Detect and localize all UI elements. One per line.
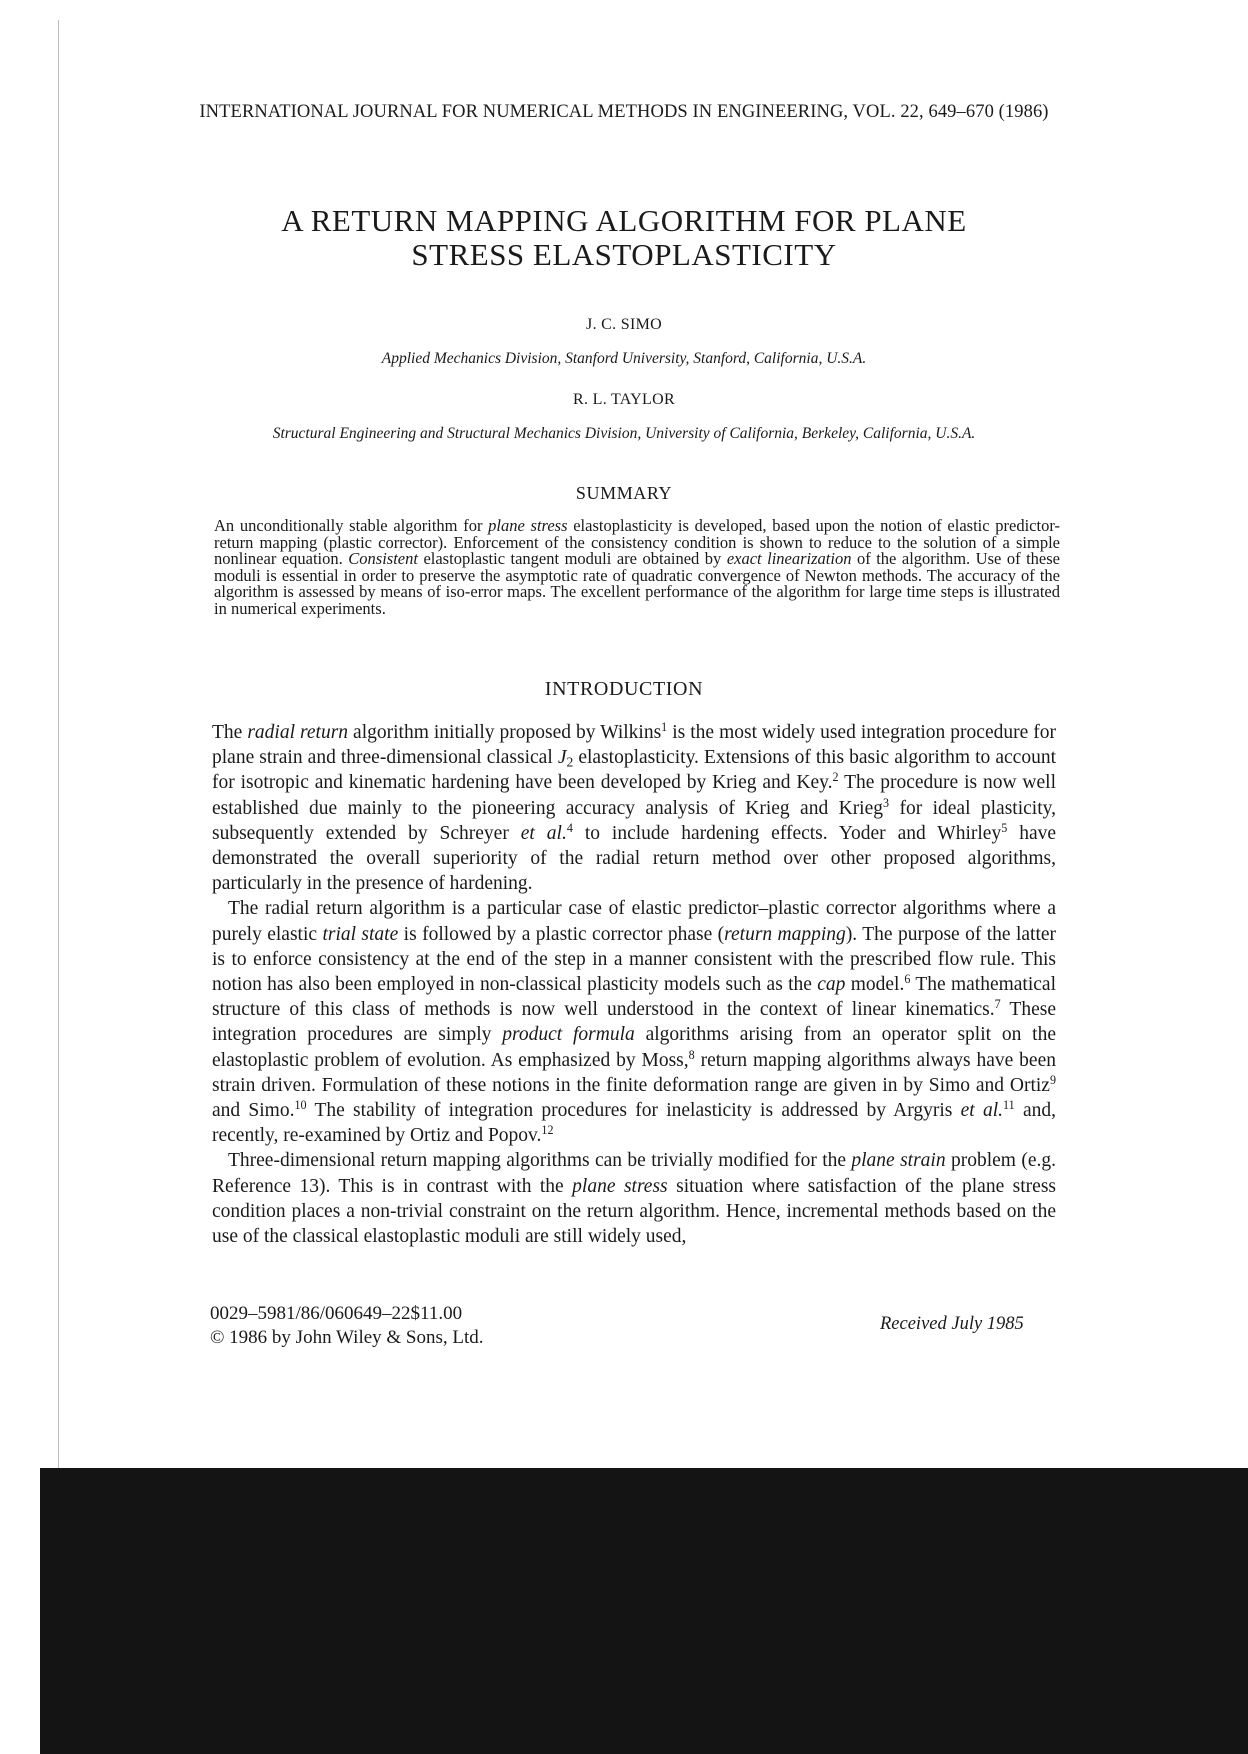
citation-1: 1 xyxy=(661,719,668,734)
citation-12: 12 xyxy=(541,1123,554,1137)
author-affiliation-taylor: Structural Engineering and Structural Mechanics Division, University of California, Berkeley, California, U.S.A. xyxy=(272,425,976,442)
paper-title xyxy=(0,204,1248,272)
summary-heading: SUMMARY xyxy=(575,483,673,503)
title-line-2: STRESS ELASTOPLASTICITY xyxy=(411,237,837,272)
author-name-taylor: R. L. TAYLOR xyxy=(573,391,675,408)
received-date: Received July 1985 xyxy=(880,1314,1024,1334)
citation-10: 10 xyxy=(294,1097,307,1112)
author-name-simo: J. C. SIMO xyxy=(586,316,662,333)
introduction-paragraph-2: The radial return algorithm is a particular case of elastic predictor–plastic corrector algorithms where a purely elastic trial state is followed by a plastic corrector phase (return mapping). The purpose of the latter is to enforce consistency at the end of the step in a manner consistent with the prescribed flow rule. This notion has also been employed in non-classical plasticity models such as the cap model.$^6$ The mathematical structure of this class of methods is now well understood in the context of linear kinematics.$^7$ These integration procedures are simply product formula algorithms arising from an operator split on the elastoplastic problem of evolution. As emphasized by Moss,$^8$ return mapping algorithms always have been strain driven. Formulation of these notions in the finite deformation range are given in by Simo and Ortiz$^9$ and Simo.$^{10}$ The stability of integration procedures for inelasticity is addressed by Argyris et al.$^{11}$ and, recently, re-examined by Ortiz and Popov.$^{12}$ xyxy=(212,898,1057,1147)
citation-6: 6 xyxy=(904,971,911,986)
scan-dark-band xyxy=(40,1468,1248,1754)
author-affiliation-simo: Applied Mechanics Division, Stanford University, Stanford, California, U.S.A. xyxy=(381,350,867,367)
introduction-body xyxy=(212,720,1056,1249)
footer-publication-info xyxy=(210,1302,484,1350)
introduction-paragraph-1: The radial return algorithm initially proposed by Wilkins$^1$ is the most widely used integration procedure for plane strain and three-dimensional classical $J_2$ elastoplasticity. Extensions of this basic algorithm to account for isotropic and kinematic hardening have been developed by Krieg and Key.$^2$ The procedure is now well established due mainly to the pioneering accuracy analysis of Krieg and Krieg$^3$ for ideal plasticity, subsequently extended by Schreyer et al.$^4$ to include hardening effects. Yoder and Whirley$^5$ have demonstrated the overall superiority of the radial return method over other proposed algorithms, particularly in the presence of hardening. xyxy=(212,719,1057,895)
footer-issn-code: 0029–5981/86/060649–22$11.00 xyxy=(210,1303,463,1324)
journal-header: INTERNATIONAL JOURNAL FOR NUMERICAL METHODS IN ENGINEERING, VOL. 22, 649–670 (1986) xyxy=(199,102,1049,122)
citation-5: 5 xyxy=(1001,820,1008,835)
introduction-paragraph-3: Three-dimensional return mapping algorithms can be trivially modified for the plane strain problem (e.g. Reference 13). This is in contrast with the plane stress situation where satisfaction of the plane stress condition places a non-trivial constraint on the return algorithm. Hence, incremental methods based on the use of the classical elastoplastic moduli are still widely used, xyxy=(212,1150,1057,1248)
citation-4: 4 xyxy=(566,820,573,835)
citation-11: 11 xyxy=(1003,1097,1015,1112)
citation-8: 8 xyxy=(688,1047,695,1062)
citation-2: 2 xyxy=(832,770,839,785)
citation-3: 3 xyxy=(883,795,890,810)
summary-text: An unconditionally stable algorithm for plane stress elastoplasticity is developed, based upon the notion of elastic predictor-return mapping (plastic corrector). Enforcement of the consistency condition is shown to reduce to the solution of a simple nonlinear equation. Consistent elastoplastic tangent moduli are obtained by exact linearization of the algorithm. Use of these moduli is essential in order to preserve the asymptotic rate of quadratic convergence of Newton methods. The accuracy of the algorithm is assessed by means of iso-error maps. The excellent performance of the algorithm for large time steps is illustrated in numerical experiments. xyxy=(214,516,1060,618)
title-line-1: A RETURN MAPPING ALGORITHM FOR PLANE xyxy=(281,203,967,238)
footer-copyright: © 1986 by John Wiley & Sons, Ltd. xyxy=(210,1327,484,1348)
citation-9: 9 xyxy=(1049,1072,1056,1087)
citation-7: 7 xyxy=(994,996,1001,1011)
introduction-heading: INTRODUCTION xyxy=(544,678,704,700)
